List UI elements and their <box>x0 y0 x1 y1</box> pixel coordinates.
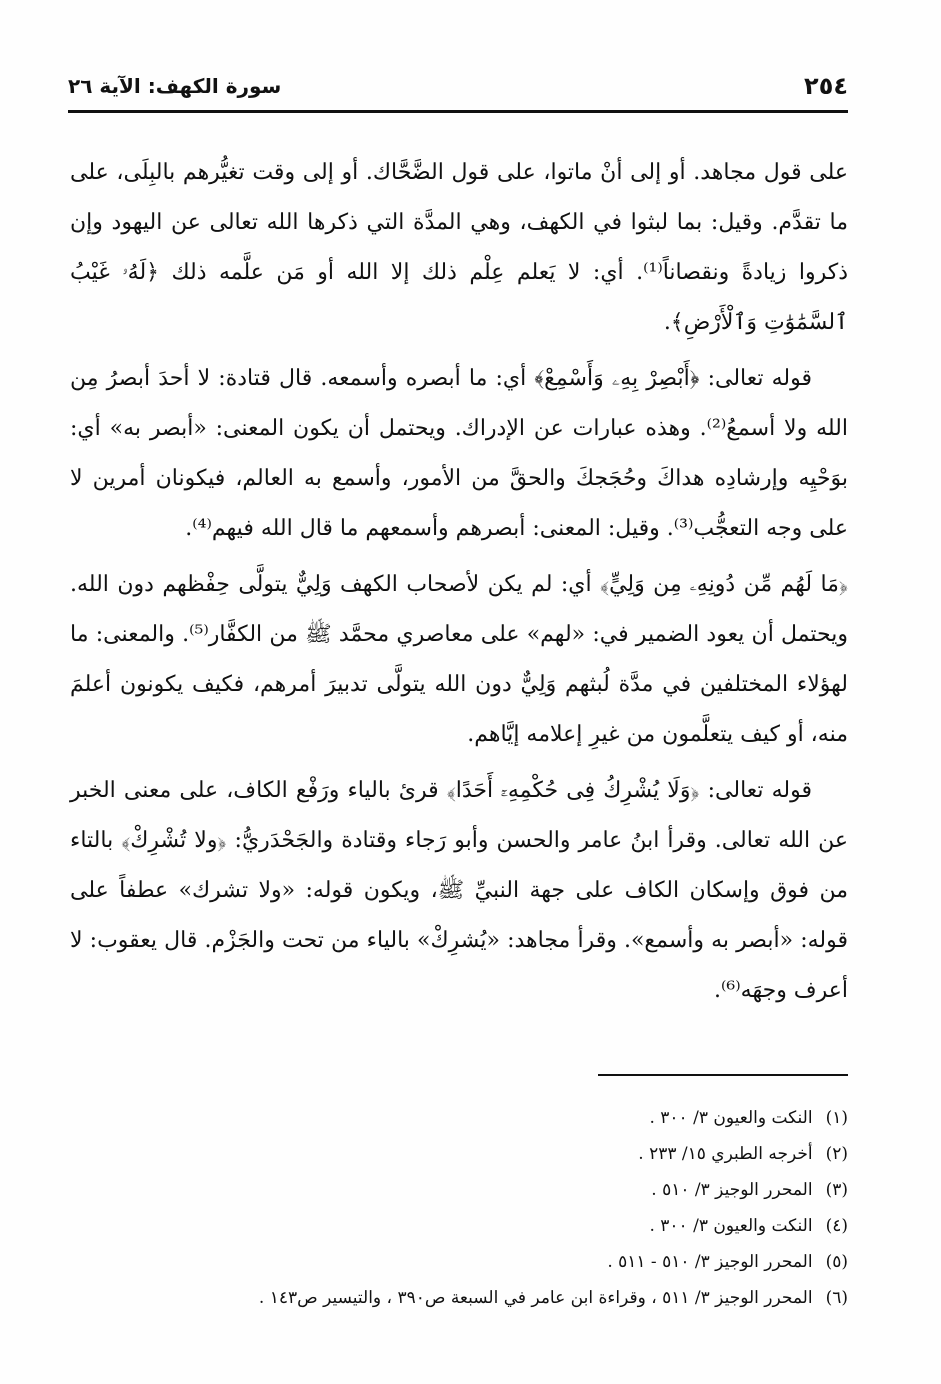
footnote <box>70 1244 848 1280</box>
paragraph: قوله تعالى: ﴿وَلَا يُشْرِكُ فِى حُكْمِهِۦٓ أَحَدًا﴾ قرئ بالياء ورَفْع الكاف، على معنى الخبر عن الله تعالى. وقرأ ابنُ عامر والحسن وأبو رَجاء وقتادة والجَحْدَريُّ: ﴿ولا تُشْرِكْ﴾ بالتاء من فوق وإسكان الكاف على جهة النبيِّ ﷺ، ويكون قوله: «ولا تشرك» عطفاً على قوله: «أبصر به وأسمع». وقرأ مجاهد: «يُشرِكْ» بالياء من تحت والجَزْم. قال يعقوب: لا أعرف وجهَه⁽⁶⁾. <box>70 778 848 1003</box>
paragraph: ﴿مَا لَهُم مِّن دُونِهِۦ مِن وَلِيٍّ﴾ أي: لم يكن لأصحاب الكهف وَلِيٌّ يتولَّى حِفْظهم دون الله. ويحتمل أن يعود الضمير في: «لهم» على معاصري محمَّد ﷺ من الكفَّار⁽⁵⁾. والمعنى: ما لهؤلاء المختلفين في مدَّة لُبثهم وَلِيٌّ دون الله يتولَّى تدبيرَ أمرهم، فكيف يكونون أعلمَ منه، أو كيف يتعلَّمون من غيرِ إعلامه إيَّاهم. <box>70 572 848 747</box>
footnote <box>70 1136 848 1172</box>
footnote <box>70 1172 848 1208</box>
footnote-number: (٤) <box>825 1216 848 1236</box>
footnote-divider <box>598 1074 848 1076</box>
footnote-text: أخرجه الطبري ١٥/ ٢٣٣ . <box>638 1144 813 1164</box>
header-divider <box>68 110 848 113</box>
footnote-text: النكت والعيون ٣/ ٣٠٠ . <box>649 1108 813 1128</box>
running-title: سورة الكهف: الآية ٢٦ <box>68 74 282 98</box>
footnote-text: المحرر الوجيز ٣/ ٥١١ ، وقراءة ابن عامر في السبعة ص٣٩٠ ، والتيسير ص١٤٣ . <box>258 1288 813 1308</box>
paragraph: قوله تعالى: ﴿أَبْصِرْ بِهِۦ وَأَسْمِعْ﴾ أي: ما أبصره وأسمعه. قال قتادة: لا أحدَ أبصرُ مِن الله ولا أسمعُ⁽²⁾. وهذه عبارات عن الإدراك. ويحتمل أن يكون المعنى: «أبصر به» أي: بوَحْيِه وإرشادِه هداكَ وحُجَجكَ والحقَّ من الأمور، وأسمع به العالم، فيكونان أمرين لا على وجه التعجُّب⁽³⁾. وقيل: المعنى: أبصرهم وأسمعهم ما قال الله فيهم⁽⁴⁾. <box>70 366 848 541</box>
page-header <box>68 68 848 106</box>
footnote-number: (٥) <box>825 1252 848 1272</box>
page-number: ٢٥٤ <box>804 72 848 100</box>
footnote <box>70 1280 848 1316</box>
footnote <box>70 1208 848 1244</box>
footnote-number: (٢) <box>825 1144 848 1164</box>
footnote-number: (٣) <box>825 1180 848 1200</box>
main-text <box>70 148 848 1022</box>
footnote-text: النكت والعيون ٣/ ٣٠٠ . <box>649 1216 813 1236</box>
footnote-number: (٦) <box>825 1288 848 1308</box>
footnote-text: المحرر الوجيز ٣/ ٥١٠ - ٥١١ . <box>607 1252 813 1272</box>
footnote-number: (١) <box>825 1108 848 1128</box>
footnote-text: المحرر الوجيز ٣/ ٥١٠ . <box>651 1180 813 1200</box>
footnote <box>70 1100 848 1136</box>
footnotes <box>70 1100 848 1316</box>
paragraph: على قول مجاهد. أو إلى أنْ ماتوا، على قول الضَّحَّاك. أو إلى وقت تغيُّرهم بالبِلَى، على ما تقدَّم. وقيل: بما لبثوا في الكهف، وهي المدَّة التي ذكرها الله تعالى عن اليهود وإن ذكروا زيادةً ونقصاناً⁽¹⁾. أي: لا يَعلم عِلْم ذلك إلا الله أو مَن علَّمه ذلك ﴿لَهُۥ غَيْبُ ٱلسَّمَٰوَٰتِ وَٱلْأَرْضِ﴾. <box>70 160 848 335</box>
